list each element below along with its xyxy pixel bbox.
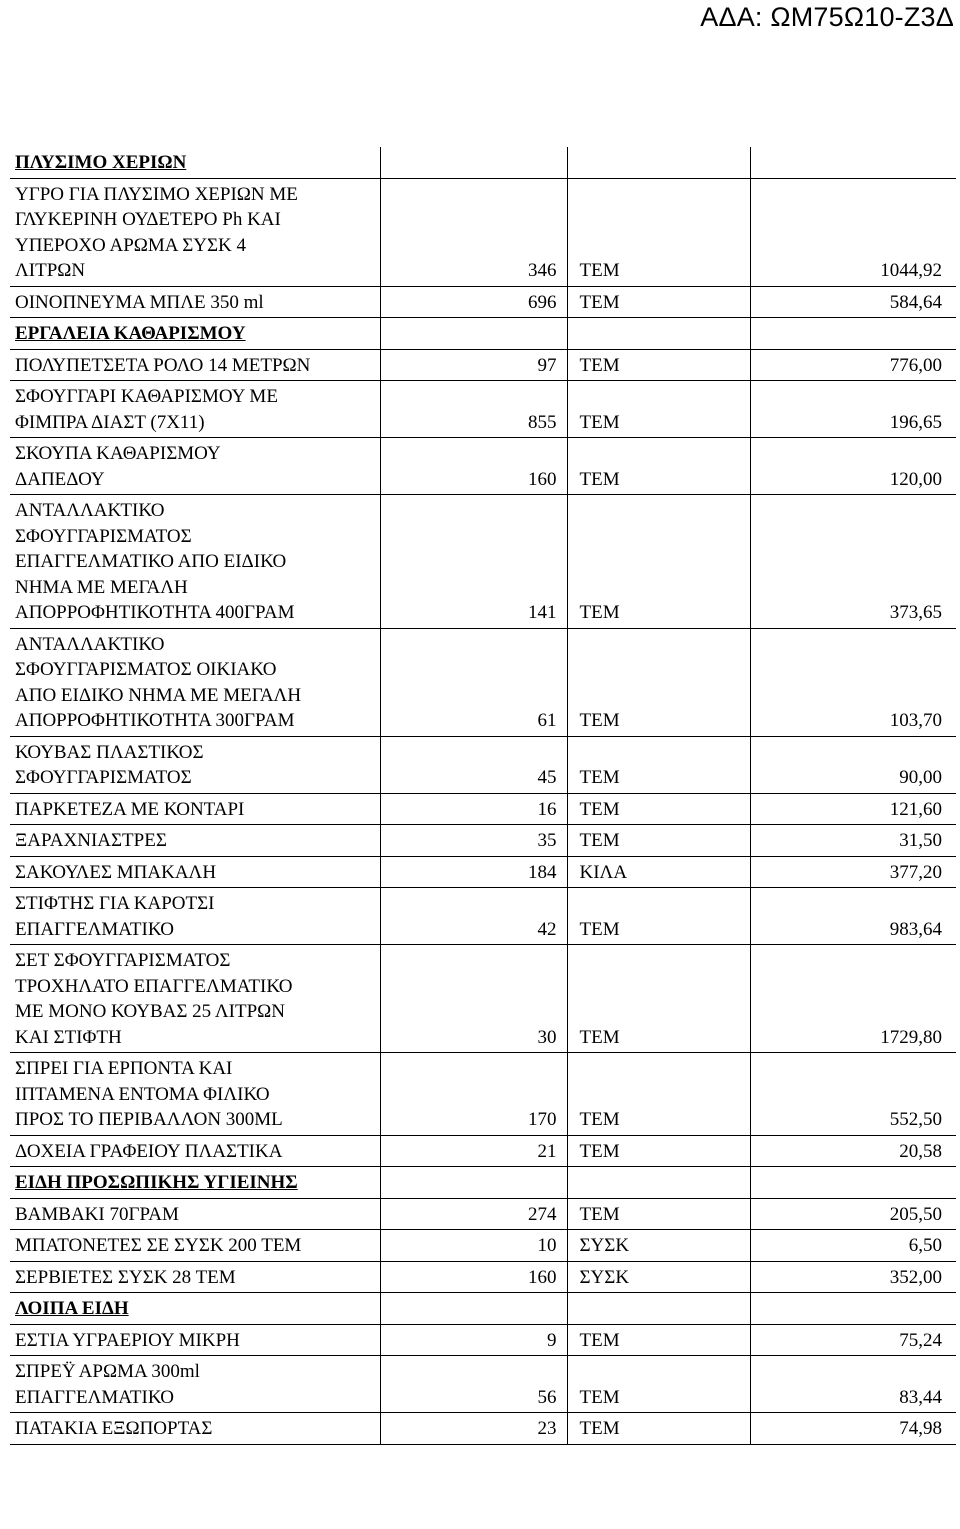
description-line: ΣΚΟΥΠΑ ΚΑΘΑΡΙΣΜΟΥ bbox=[15, 443, 221, 464]
item-price: 83,44 bbox=[750, 1356, 956, 1413]
item-quantity: 160 bbox=[380, 438, 567, 495]
item-quantity: 141 bbox=[380, 495, 567, 629]
item-price bbox=[750, 147, 956, 178]
item-quantity: 97 bbox=[380, 349, 567, 381]
description-line: ΕΙΔΗ ΠΡΟΣΩΠΙΚΗΣ ΥΓΙΕΙΝΗΣ bbox=[15, 1172, 298, 1193]
item-description bbox=[10, 1135, 380, 1167]
item-price: 196,65 bbox=[750, 381, 956, 438]
description-line: ΠΡΟΣ ΤΟ ΠΕΡΙΒΑΛΛΟΝ 300ML bbox=[15, 1109, 283, 1130]
item-quantity: 9 bbox=[380, 1324, 567, 1356]
item-price: 20,58 bbox=[750, 1135, 956, 1167]
item-unit: ΤΕΜ bbox=[567, 793, 750, 825]
table-row bbox=[10, 1356, 956, 1413]
item-quantity: 184 bbox=[380, 856, 567, 888]
description-line: ΣΑΚΟΥΛΕΣ ΜΠΑΚΑΛΗ bbox=[15, 861, 217, 883]
item-price: 983,64 bbox=[750, 888, 956, 945]
item-quantity: 42 bbox=[380, 888, 567, 945]
table-row bbox=[10, 825, 956, 857]
description-line: ΕΠΑΓΓΕΛΜΑΤΙΚΟ bbox=[15, 1386, 174, 1408]
item-unit: ΤΕΜ bbox=[567, 495, 750, 629]
item-unit: ΣΥΣΚ bbox=[567, 1261, 750, 1293]
item-unit: ΤΕΜ bbox=[567, 438, 750, 495]
item-description bbox=[10, 438, 380, 495]
description-line: ΣΕΡΒΙΕΤΕΣ ΣΥΣΚ 28 ΤΕΜ bbox=[15, 1266, 236, 1288]
ada-header: ΑΔΑ: ΩΜ75Ω10-Ζ3Δ bbox=[700, 2, 954, 32]
description-line: ΚΟΥΒΑΣ ΠΛΑΣΤΙΚΟΣ bbox=[15, 741, 204, 763]
item-description bbox=[10, 349, 380, 381]
description-line: ΑΠΟΡΡΟΦΗΤΙΚΟΤΗΤΑ 400ΓΡΑΜ bbox=[15, 602, 295, 623]
item-quantity: 16 bbox=[380, 793, 567, 825]
item-description bbox=[10, 825, 380, 857]
table-row bbox=[10, 888, 956, 945]
item-unit: ΤΕΜ bbox=[567, 1356, 750, 1413]
item-description bbox=[10, 1324, 380, 1356]
item-quantity bbox=[380, 318, 567, 350]
item-quantity: 10 bbox=[380, 1230, 567, 1262]
item-quantity: 274 bbox=[380, 1198, 567, 1230]
description-line: ΝΗΜΑ ΜΕ ΜΕΓΑΛΗ bbox=[15, 576, 188, 598]
item-description bbox=[10, 888, 380, 945]
description-line: ΕΠΑΓΓΕΛΜΑΤΙΚΟ bbox=[15, 918, 174, 940]
item-quantity: 696 bbox=[380, 286, 567, 318]
description-line: ΛΟΙΠΑ ΕΙΔΗ bbox=[15, 1298, 129, 1319]
description-line: ΣΠΡΕΙ ΓΙΑ ΕΡΠΟΝΤΑ ΚΑΙ bbox=[15, 1058, 233, 1079]
item-description bbox=[10, 381, 380, 438]
item-quantity bbox=[380, 1167, 567, 1199]
table-row bbox=[10, 1135, 956, 1167]
item-quantity: 170 bbox=[380, 1053, 567, 1136]
description-line: ΠΑΡΚΕΤΕΖΑ ΜΕ ΚΟΝΤΑΡΙ bbox=[15, 798, 245, 820]
description-line: ΥΓΡΟ ΓΙΑ ΠΛΥΣΙΜΟ ΧΕΡΙΩΝ ΜΕ bbox=[15, 183, 298, 205]
item-price: 205,50 bbox=[750, 1198, 956, 1230]
table-row bbox=[10, 1413, 956, 1445]
description-line: ΒΑΜΒΑΚΙ 70ΓΡΑΜ bbox=[15, 1203, 179, 1225]
description-line: ΠΑΤΑΚΙΑ ΕΞΩΠΟΡΤΑΣ bbox=[15, 1418, 213, 1439]
table-row bbox=[10, 495, 956, 629]
description-line: ΟΙΝΟΠΝΕΥΜΑ ΜΠΛΕ 350 ml bbox=[15, 291, 264, 313]
item-unit bbox=[567, 1293, 750, 1325]
item-description bbox=[10, 1261, 380, 1293]
item-price: 121,60 bbox=[750, 793, 956, 825]
item-price: 75,24 bbox=[750, 1324, 956, 1356]
description-line: ΜΠΑΤΟΝΕΤΕΣ ΣΕ ΣΥΣΚ 200 ΤΕΜ bbox=[15, 1235, 302, 1256]
item-description bbox=[10, 945, 380, 1053]
item-price bbox=[750, 1293, 956, 1325]
description-line: ΦΙΜΠΡΑ ΔΙΑΣΤ (7Χ11) bbox=[15, 411, 205, 433]
item-unit: ΤΕΜ bbox=[567, 888, 750, 945]
description-line: ΑΝΤΑΛΛΑΚΤΙΚΟ bbox=[15, 633, 165, 655]
item-unit bbox=[567, 1167, 750, 1199]
item-price: 90,00 bbox=[750, 736, 956, 793]
item-unit: ΤΕΜ bbox=[567, 349, 750, 381]
description-line: ΣΦΟΥΓΓΑΡΙΣΜΑΤΟΣ ΟΙΚΙΑΚΟ bbox=[15, 659, 277, 680]
table-row bbox=[10, 1261, 956, 1293]
table-row bbox=[10, 628, 956, 736]
table-row bbox=[10, 945, 956, 1053]
item-description bbox=[10, 736, 380, 793]
item-price: 352,00 bbox=[750, 1261, 956, 1293]
item-price: 74,98 bbox=[750, 1413, 956, 1445]
item-price: 31,50 bbox=[750, 825, 956, 857]
item-quantity: 23 bbox=[380, 1413, 567, 1445]
item-unit: ΤΕΜ bbox=[567, 1324, 750, 1356]
item-price bbox=[750, 1167, 956, 1199]
item-price: 584,64 bbox=[750, 286, 956, 318]
description-line: ΣΦΟΥΓΓΑΡΙ ΚΑΘΑΡΙΣΜΟΥ ΜΕ bbox=[15, 386, 278, 407]
item-unit: ΤΕΜ bbox=[567, 945, 750, 1053]
item-price: 377,20 bbox=[750, 856, 956, 888]
item-price: 103,70 bbox=[750, 628, 956, 736]
table-row bbox=[10, 793, 956, 825]
item-unit: ΤΕΜ bbox=[567, 286, 750, 318]
item-quantity: 30 bbox=[380, 945, 567, 1053]
section-row bbox=[10, 1293, 956, 1325]
item-unit: ΤΕΜ bbox=[567, 628, 750, 736]
item-quantity: 35 bbox=[380, 825, 567, 857]
description-line: ΕΣΤΙΑ ΥΓΡΑΕΡΙΟΥ ΜΙΚΡΗ bbox=[15, 1329, 240, 1351]
description-line: ΠΟΛΥΠΕΤΣΕΤΑ ΡΟΛΟ 14 ΜΕΤΡΩΝ bbox=[15, 354, 311, 376]
description-line: ΠΛΥΣΙΜΟ ΧΕΡΙΩΝ bbox=[15, 152, 187, 173]
description-line: ΥΠΕΡΟΧΟ ΑΡΩΜΑ ΣΥΣΚ 4 bbox=[15, 234, 247, 256]
item-description bbox=[10, 495, 380, 629]
item-description bbox=[10, 628, 380, 736]
section-row bbox=[10, 1167, 956, 1199]
description-line: ΤΡΟΧΗΛΑΤΟ ΕΠΑΓΓΕΛΜΑΤΙΚΟ bbox=[15, 975, 293, 997]
item-description bbox=[10, 178, 380, 286]
item-quantity: 346 bbox=[380, 178, 567, 286]
section-title bbox=[10, 1293, 380, 1325]
item-unit: ΣΥΣΚ bbox=[567, 1230, 750, 1262]
item-quantity: 855 bbox=[380, 381, 567, 438]
item-price: 552,50 bbox=[750, 1053, 956, 1136]
item-unit bbox=[567, 318, 750, 350]
item-description bbox=[10, 1198, 380, 1230]
table-row bbox=[10, 1324, 956, 1356]
item-unit: ΤΕΜ bbox=[567, 1053, 750, 1136]
section-title bbox=[10, 318, 380, 350]
item-description bbox=[10, 1356, 380, 1413]
description-line: ΣΦΟΥΓΓΑΡΙΣΜΑΤΟΣ bbox=[15, 767, 192, 788]
item-description bbox=[10, 1413, 380, 1445]
table-row bbox=[10, 178, 956, 286]
item-description bbox=[10, 286, 380, 318]
item-description bbox=[10, 1230, 380, 1262]
item-quantity: 21 bbox=[380, 1135, 567, 1167]
table-row bbox=[10, 381, 956, 438]
item-price: 373,65 bbox=[750, 495, 956, 629]
description-line: ΣΕΤ ΣΦΟΥΓΓΑΡΙΣΜΑΤΟΣ bbox=[15, 950, 231, 971]
table-row bbox=[10, 438, 956, 495]
item-quantity: 45 bbox=[380, 736, 567, 793]
description-line: ΙΠΤΑΜΕΝΑ ΕΝΤΟΜΑ ΦΙΛΙΚΟ bbox=[15, 1083, 270, 1105]
item-price: 120,00 bbox=[750, 438, 956, 495]
item-unit: ΤΕΜ bbox=[567, 381, 750, 438]
description-line: ΓΛΥΚΕΡΙΝΗ ΟΥΔΕΤΕΡΟ Ph ΚΑΙ bbox=[15, 209, 281, 230]
item-unit: ΤΕΜ bbox=[567, 825, 750, 857]
items-table-body bbox=[10, 147, 956, 1444]
item-description bbox=[10, 793, 380, 825]
item-price: 6,50 bbox=[750, 1230, 956, 1262]
item-unit bbox=[567, 147, 750, 178]
table-row bbox=[10, 736, 956, 793]
description-line: ΕΡΓΑΛΕΙΑ ΚΑΘΑΡΙΣΜΟΥ bbox=[15, 323, 246, 344]
table-row bbox=[10, 1198, 956, 1230]
section-row bbox=[10, 318, 956, 350]
table-row bbox=[10, 1230, 956, 1262]
section-title bbox=[10, 147, 380, 178]
item-unit: ΤΕΜ bbox=[567, 1135, 750, 1167]
items-table bbox=[10, 147, 956, 1445]
section-row bbox=[10, 147, 956, 178]
item-quantity bbox=[380, 1293, 567, 1325]
item-quantity: 61 bbox=[380, 628, 567, 736]
table-row bbox=[10, 286, 956, 318]
description-line: ΞΑΡΑΧΝΙΑΣΤΡΕΣ bbox=[15, 830, 167, 851]
item-price: 776,00 bbox=[750, 349, 956, 381]
description-line: ΕΠΑΓΓΕΛΜΑΤΙΚΟ ΑΠΟ ΕΙΔΙΚΟ bbox=[15, 551, 287, 572]
item-price: 1044,92 bbox=[750, 178, 956, 286]
item-description bbox=[10, 856, 380, 888]
item-unit: ΤΕΜ bbox=[567, 1198, 750, 1230]
description-line: ΣΠΡΕΫ ΑΡΩΜΑ 300ml bbox=[15, 1361, 200, 1382]
item-unit: ΤΕΜ bbox=[567, 1413, 750, 1445]
item-quantity bbox=[380, 147, 567, 178]
description-line: ΣΦΟΥΓΓΑΡΙΣΜΑΤΟΣ bbox=[15, 525, 192, 547]
item-quantity: 56 bbox=[380, 1356, 567, 1413]
description-line: ΚΑΙ ΣΤΙΦΤΗ bbox=[15, 1026, 122, 1048]
description-line: ΛΙΤΡΩΝ bbox=[15, 260, 86, 281]
description-line: ΔΟΧΕΙΑ ΓΡΑΦΕΙΟΥ ΠΛΑΣΤΙΚΑ bbox=[15, 1140, 283, 1162]
description-line: ΑΠΟ ΕΙΔΙΚΟ ΝΗΜΑ ΜΕ ΜΕΓΑΛΗ bbox=[15, 684, 302, 706]
item-unit: ΤΕΜ bbox=[567, 178, 750, 286]
table-row bbox=[10, 349, 956, 381]
section-title bbox=[10, 1167, 380, 1199]
description-line: ΜΕ ΜΟΝΟ ΚΟΥΒΑΣ 25 ΛΙΤΡΩΝ bbox=[15, 1001, 285, 1022]
item-quantity: 160 bbox=[380, 1261, 567, 1293]
description-line: ΑΠΟΡΡΟΦΗΤΙΚΟΤΗΤΑ 300ΓΡΑΜ bbox=[15, 710, 295, 731]
item-unit: ΤΕΜ bbox=[567, 736, 750, 793]
table-row bbox=[10, 1053, 956, 1136]
item-unit: ΚΙΛΑ bbox=[567, 856, 750, 888]
description-line: ΑΝΤΑΛΛΑΚΤΙΚΟ bbox=[15, 500, 165, 521]
table-row bbox=[10, 856, 956, 888]
item-price: 1729,80 bbox=[750, 945, 956, 1053]
description-line: ΣΤΙΦΤΗΣ ΓΙΑ ΚΑΡΟΤΣΙ bbox=[15, 893, 215, 914]
item-price bbox=[750, 318, 956, 350]
description-line: ΔΑΠΕΔΟΥ bbox=[15, 468, 105, 490]
item-description bbox=[10, 1053, 380, 1136]
